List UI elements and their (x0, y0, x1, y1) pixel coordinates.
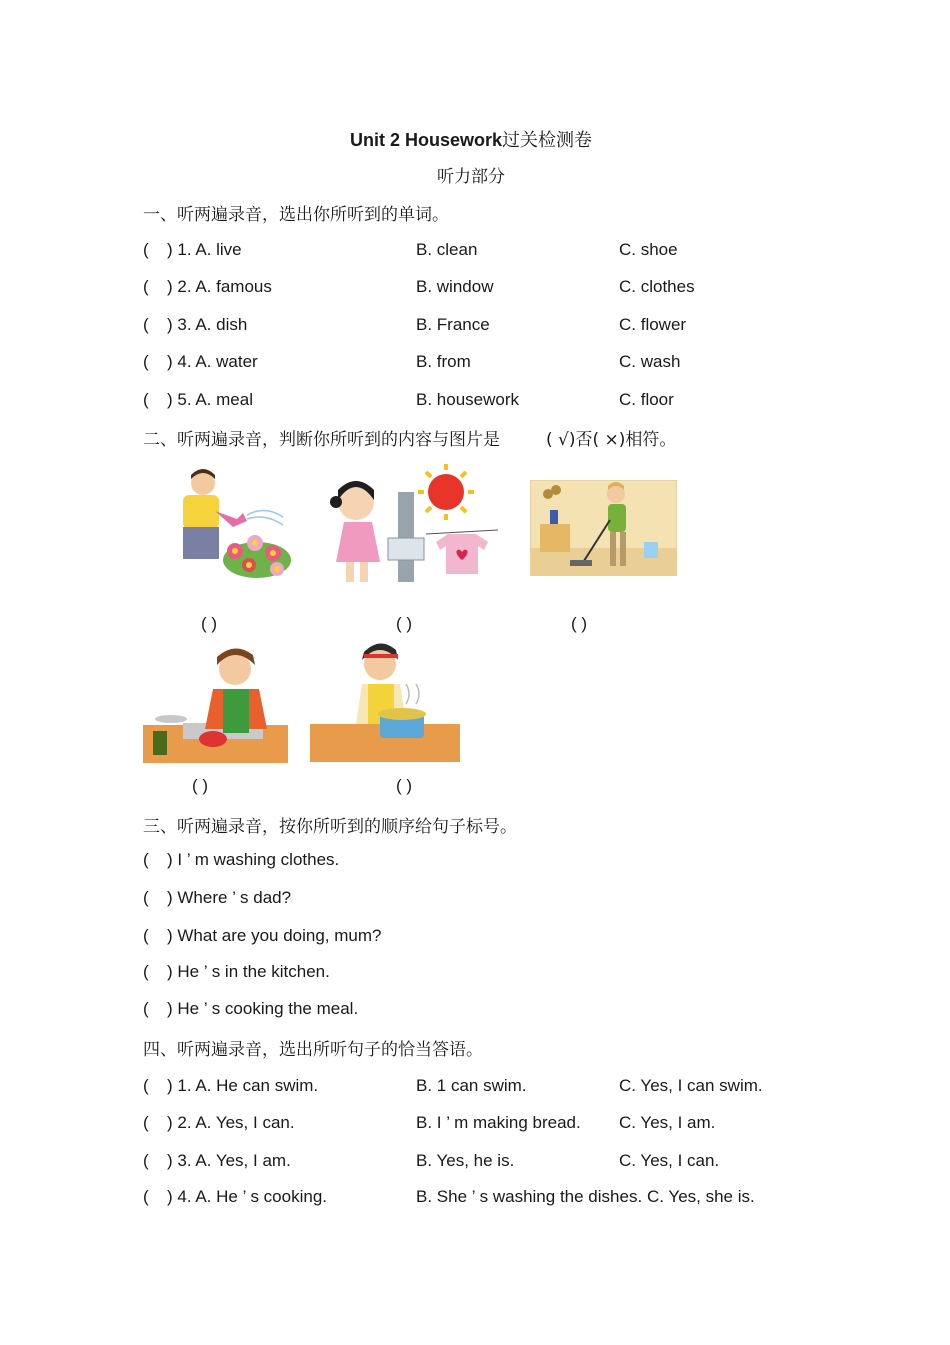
picture-sweeping-floor (530, 480, 677, 576)
picture-answer-paren: ( ) (192, 776, 209, 795)
answer-paren: ( (143, 1113, 149, 1132)
answer-paren: ( (143, 962, 149, 981)
option-c: C. wash (619, 352, 681, 371)
sentence: ) Where ’ s dad? (167, 888, 292, 907)
answer-paren: ( (143, 850, 149, 869)
answer-paren: ( (143, 1151, 149, 1170)
sentence: ) I ’ m washing clothes. (167, 850, 340, 869)
picture-washing-dishes (143, 645, 288, 763)
picture-answer-paren: ( ) (396, 614, 413, 633)
picture-washing-hands (328, 462, 503, 590)
picture-watering-flowers (165, 465, 295, 585)
question-option-a: ) 4. A. water (167, 352, 258, 371)
question-option-a: ) 1. A. He can swim. (167, 1076, 319, 1095)
picture-answer-paren: ( ) (571, 614, 588, 633)
title-cn: 过关检测卷 (502, 130, 593, 151)
option-c: C. floor (619, 390, 674, 409)
option-c: C. Yes, I can swim. (619, 1076, 763, 1095)
section3-heading: 三、听两遍录音，按你所听到的顺序给句子标号。 (143, 817, 517, 837)
option-b: B. I ’ m making bread. (416, 1113, 581, 1132)
answer-paren: ( (143, 352, 149, 371)
option-b: B. window (416, 277, 494, 296)
question-option-a: ) 4. A. He ’ s cooking. (167, 1187, 327, 1206)
section1-heading: 一、听两遍录音，选出你所听到的单词。 (143, 205, 449, 225)
page-subtitle: 听力部分 (437, 167, 505, 187)
option-c: C. Yes, she is. (647, 1187, 755, 1206)
sentence: ) What are you doing, mum? (167, 926, 382, 945)
question-option-a: ) 3. A. Yes, I am. (167, 1151, 291, 1170)
option-b: B. clean (416, 240, 478, 259)
option-b: B. housework (416, 390, 519, 409)
section2-heading: 二、听两遍录音，判断你所听到的内容与图片是 (143, 430, 500, 450)
answer-paren: ( (143, 390, 149, 409)
picture-answer-paren: ( ) (396, 776, 413, 795)
option-b: B. from (416, 352, 471, 371)
answer-paren: ( (143, 240, 149, 259)
answer-paren: ( (143, 1187, 149, 1206)
answer-paren: ( (143, 926, 149, 945)
option-b: B. Yes, he is. (416, 1151, 515, 1170)
option-c: C. shoe (619, 240, 678, 259)
page-title (350, 126, 592, 152)
answer-paren: ( (143, 1076, 149, 1095)
question-option-a: ) 2. A. Yes, I can. (167, 1113, 295, 1132)
option-b: B. 1 can swim. (416, 1076, 527, 1095)
option-b: B. France (416, 315, 490, 334)
sentence: ) He ’ s cooking the meal. (167, 999, 359, 1018)
answer-paren: ( (143, 315, 149, 334)
question-option-a: ) 1. A. live (167, 240, 242, 259)
answer-paren: ( (143, 277, 149, 296)
section4-heading: 四、听两遍录音，选出所听句子的恰当答语。 (143, 1040, 483, 1060)
question-option-a: ) 3. A. dish (167, 315, 248, 334)
option-c: C. clothes (619, 277, 695, 296)
option-b: B. She ’ s washing the dishes. (416, 1187, 643, 1206)
option-c: C. Yes, I can. (619, 1151, 720, 1170)
picture-cooking-meal (310, 640, 460, 762)
answer-paren: ( (143, 888, 149, 907)
question-option-a: ) 2. A. famous (167, 277, 272, 296)
title-en: Unit 2 Housework (350, 130, 503, 150)
sentence: ) He ’ s in the kitchen. (167, 962, 330, 981)
option-c: C. Yes, I am. (619, 1113, 716, 1132)
picture-answer-paren: ( ) (201, 614, 218, 633)
option-c: C. flower (619, 315, 687, 334)
section2-heading-tail: ( √)否( ×)相符。 (546, 430, 677, 450)
answer-paren: ( (143, 999, 149, 1018)
question-option-a: ) 5. A. meal (167, 390, 253, 409)
